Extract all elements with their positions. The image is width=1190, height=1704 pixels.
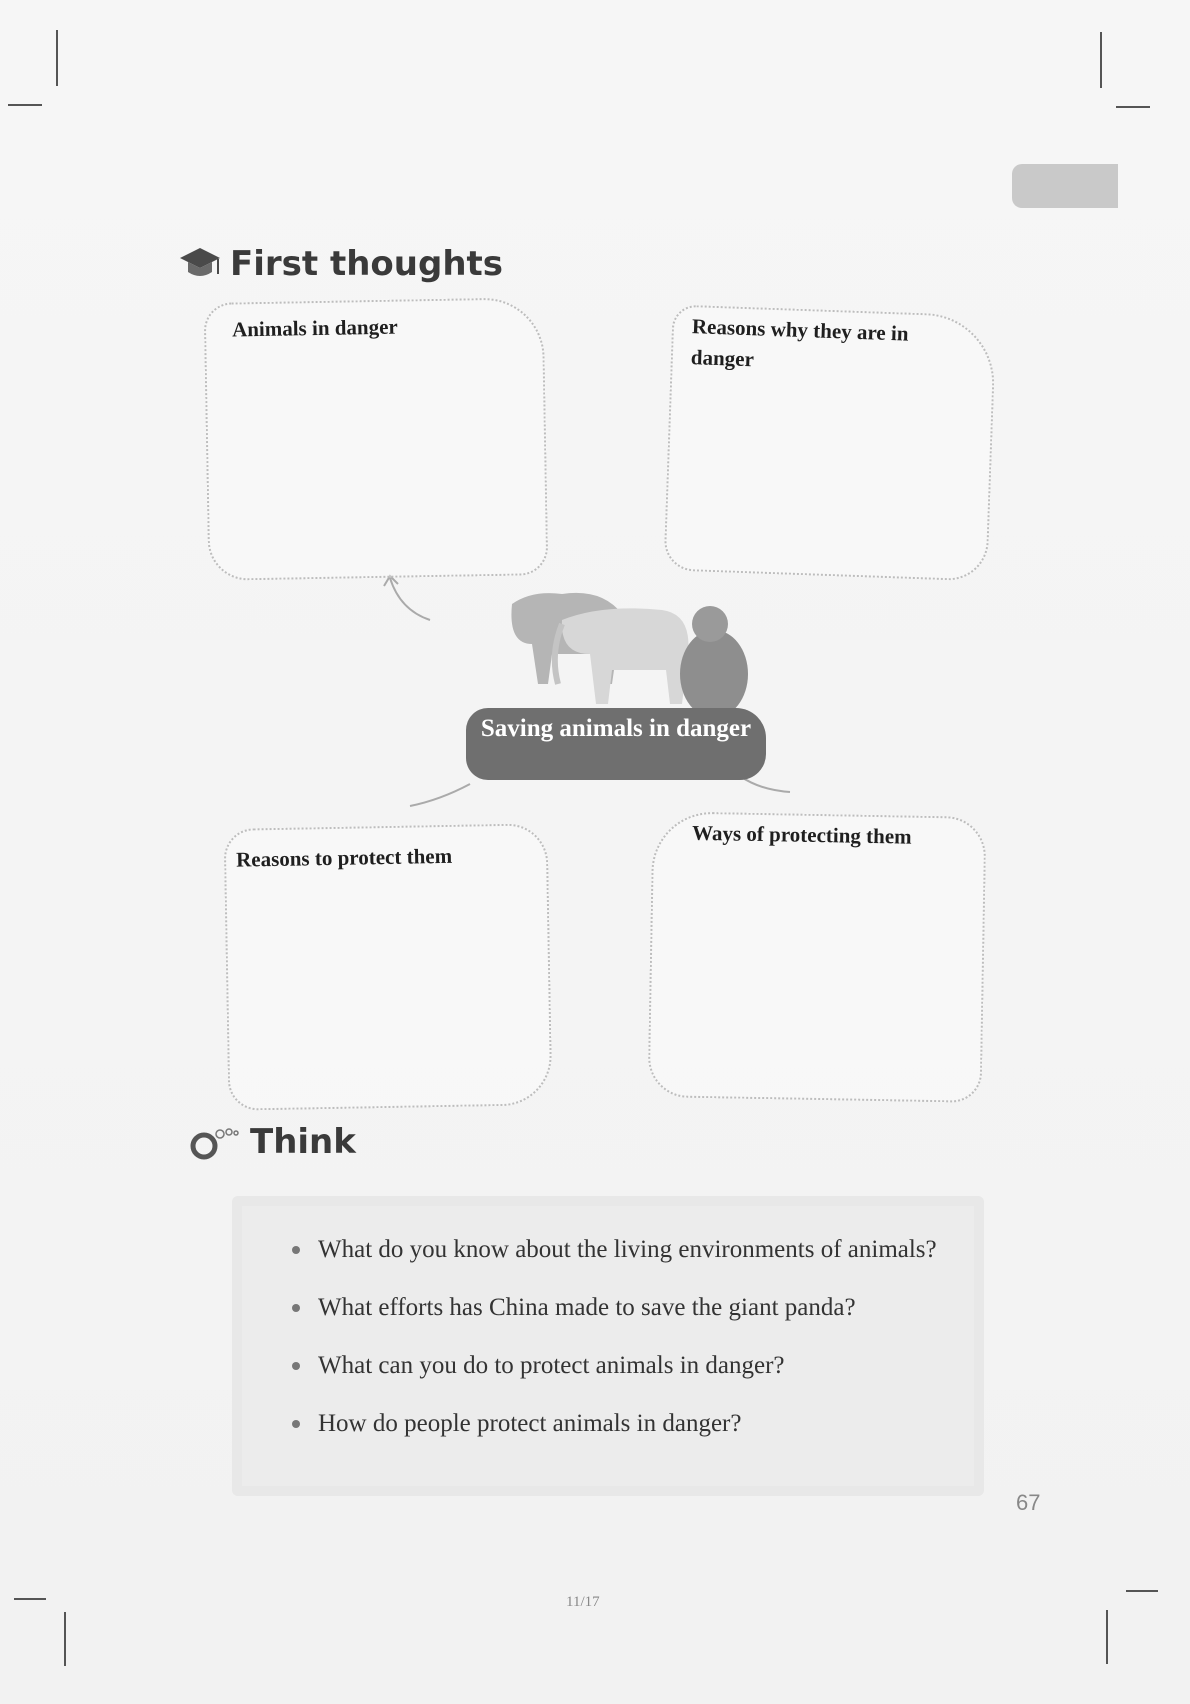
chapter-tab-marker (1012, 164, 1118, 208)
crop-mark (64, 1612, 66, 1666)
scan-page-counter: 11/17 (566, 1594, 600, 1610)
crop-mark (14, 1598, 46, 1600)
box-label: Ways of protecting them (691, 820, 912, 849)
crop-mark (1126, 1590, 1158, 1592)
crop-mark (1106, 1610, 1108, 1664)
section-title: First thoughts (230, 244, 504, 284)
box-label: Animals in danger (231, 314, 398, 342)
box-label: Reasons why they are in danger (690, 314, 909, 372)
center-label: Saving animals in danger (480, 715, 752, 742)
think-heading (190, 1122, 356, 1162)
graduation-cap-icon (176, 244, 224, 284)
list-item: What do you know about the living environments of animals? (290, 1228, 950, 1272)
think-questions-list (290, 1228, 950, 1460)
answer-box-ways-protecting[interactable] (648, 811, 987, 1103)
list-item: What efforts has China made to save the giant panda? (290, 1286, 950, 1330)
crop-mark (1116, 106, 1150, 108)
answer-box-reasons-to-protect[interactable] (224, 823, 553, 1111)
box-label: Reasons to protect them (235, 843, 453, 872)
first-thoughts-heading (176, 244, 503, 284)
list-item: What can you do to protect animals in danger? (290, 1344, 950, 1388)
answer-box-animals-in-danger[interactable] (204, 297, 549, 581)
crop-mark (1100, 32, 1102, 88)
thought-bubble-icon (190, 1122, 244, 1162)
list-item: How do people protect animals in danger? (290, 1402, 950, 1446)
answer-box-reasons-why[interactable] (663, 304, 996, 581)
section-title: Think (250, 1122, 356, 1162)
crop-mark (8, 104, 42, 106)
page-number: 67 (1016, 1490, 1041, 1515)
center-topic-badge (466, 708, 766, 780)
crop-mark (56, 30, 58, 86)
